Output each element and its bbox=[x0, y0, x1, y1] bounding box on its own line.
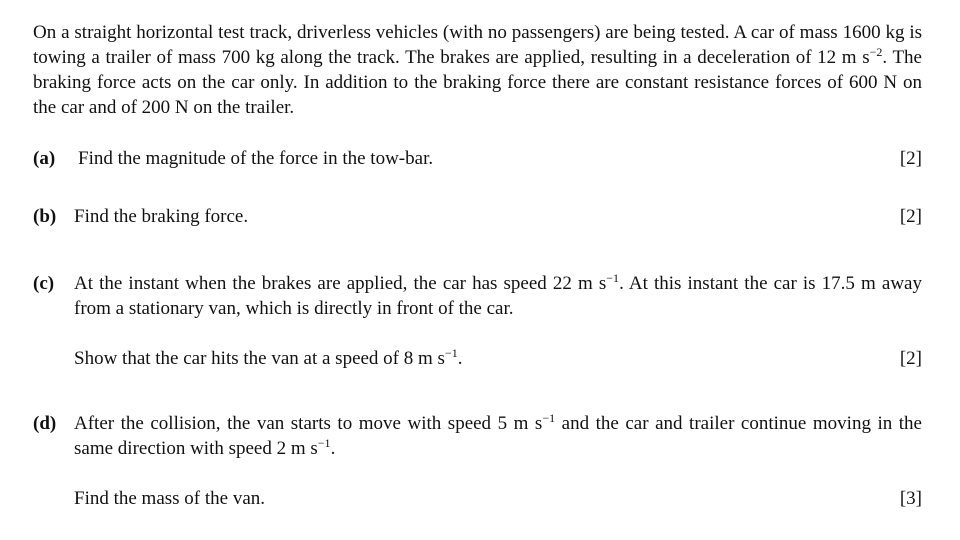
part-a-text: Find the magnitude of the force in the tow-bar. bbox=[78, 148, 434, 169]
part-d-paragraph-1 bbox=[74, 411, 922, 461]
part-c-exponent-2: −1 bbox=[444, 346, 458, 360]
part-d-exponent-1: −1 bbox=[542, 411, 556, 425]
part-d bbox=[33, 411, 922, 511]
part-b-text: Find the braking force. bbox=[74, 206, 249, 227]
part-a-marks: [2] bbox=[899, 148, 922, 169]
part-a bbox=[33, 146, 922, 171]
part-c-text-2b: . bbox=[457, 348, 463, 369]
part-c-paragraph-2 bbox=[74, 346, 462, 371]
part-d-text-1c: . bbox=[330, 438, 336, 459]
part-d-text-1b: and the car and trailer continue moving in the same direction with speed 2 m s bbox=[74, 413, 922, 459]
part-a-label: (a) bbox=[33, 148, 56, 169]
part-d-label: (d) bbox=[33, 413, 57, 434]
part-c-text-1b: . At this instant the car is 17.5 m away from a stationary van, which is directly in front of the car. bbox=[74, 273, 922, 319]
stem-text-2: . The braking force acts on the car only. In addition to the braking force there are constant resistance forces of 600 N on the car and of 200 N on the trailer. bbox=[33, 47, 922, 118]
part-c-label: (c) bbox=[33, 273, 55, 294]
part-c bbox=[33, 271, 922, 371]
part-d-marks: [3] bbox=[899, 488, 922, 509]
part-c-text-1a: At the instant when the brakes are applied, the car has speed 22 m s bbox=[74, 273, 607, 294]
stem-text-1: On a straight horizontal test track, driverless vehicles (with no passengers) are being tested. A car of mass 1600 kg is towing a trailer of mass 700 kg along the track. The brakes are applied, resulting in a deceleration of 12 m s bbox=[33, 22, 922, 68]
stem-exponent: −2 bbox=[869, 45, 883, 59]
part-b bbox=[33, 204, 922, 229]
part-d-text-2: Find the mass of the van. bbox=[74, 488, 266, 509]
part-d-text-1a: After the collision, the van starts to move with speed 5 m s bbox=[74, 413, 543, 434]
part-c-paragraph-1 bbox=[74, 271, 922, 321]
question-stem bbox=[33, 20, 922, 120]
part-c-text-2a: Show that the car hits the van at a speed of 8 m s bbox=[74, 348, 445, 369]
part-c-exponent-1: −1 bbox=[606, 271, 620, 285]
part-c-marks: [2] bbox=[899, 348, 922, 369]
part-b-label: (b) bbox=[33, 206, 57, 227]
part-b-marks: [2] bbox=[899, 206, 922, 227]
part-d-exponent-2: −1 bbox=[317, 436, 331, 450]
